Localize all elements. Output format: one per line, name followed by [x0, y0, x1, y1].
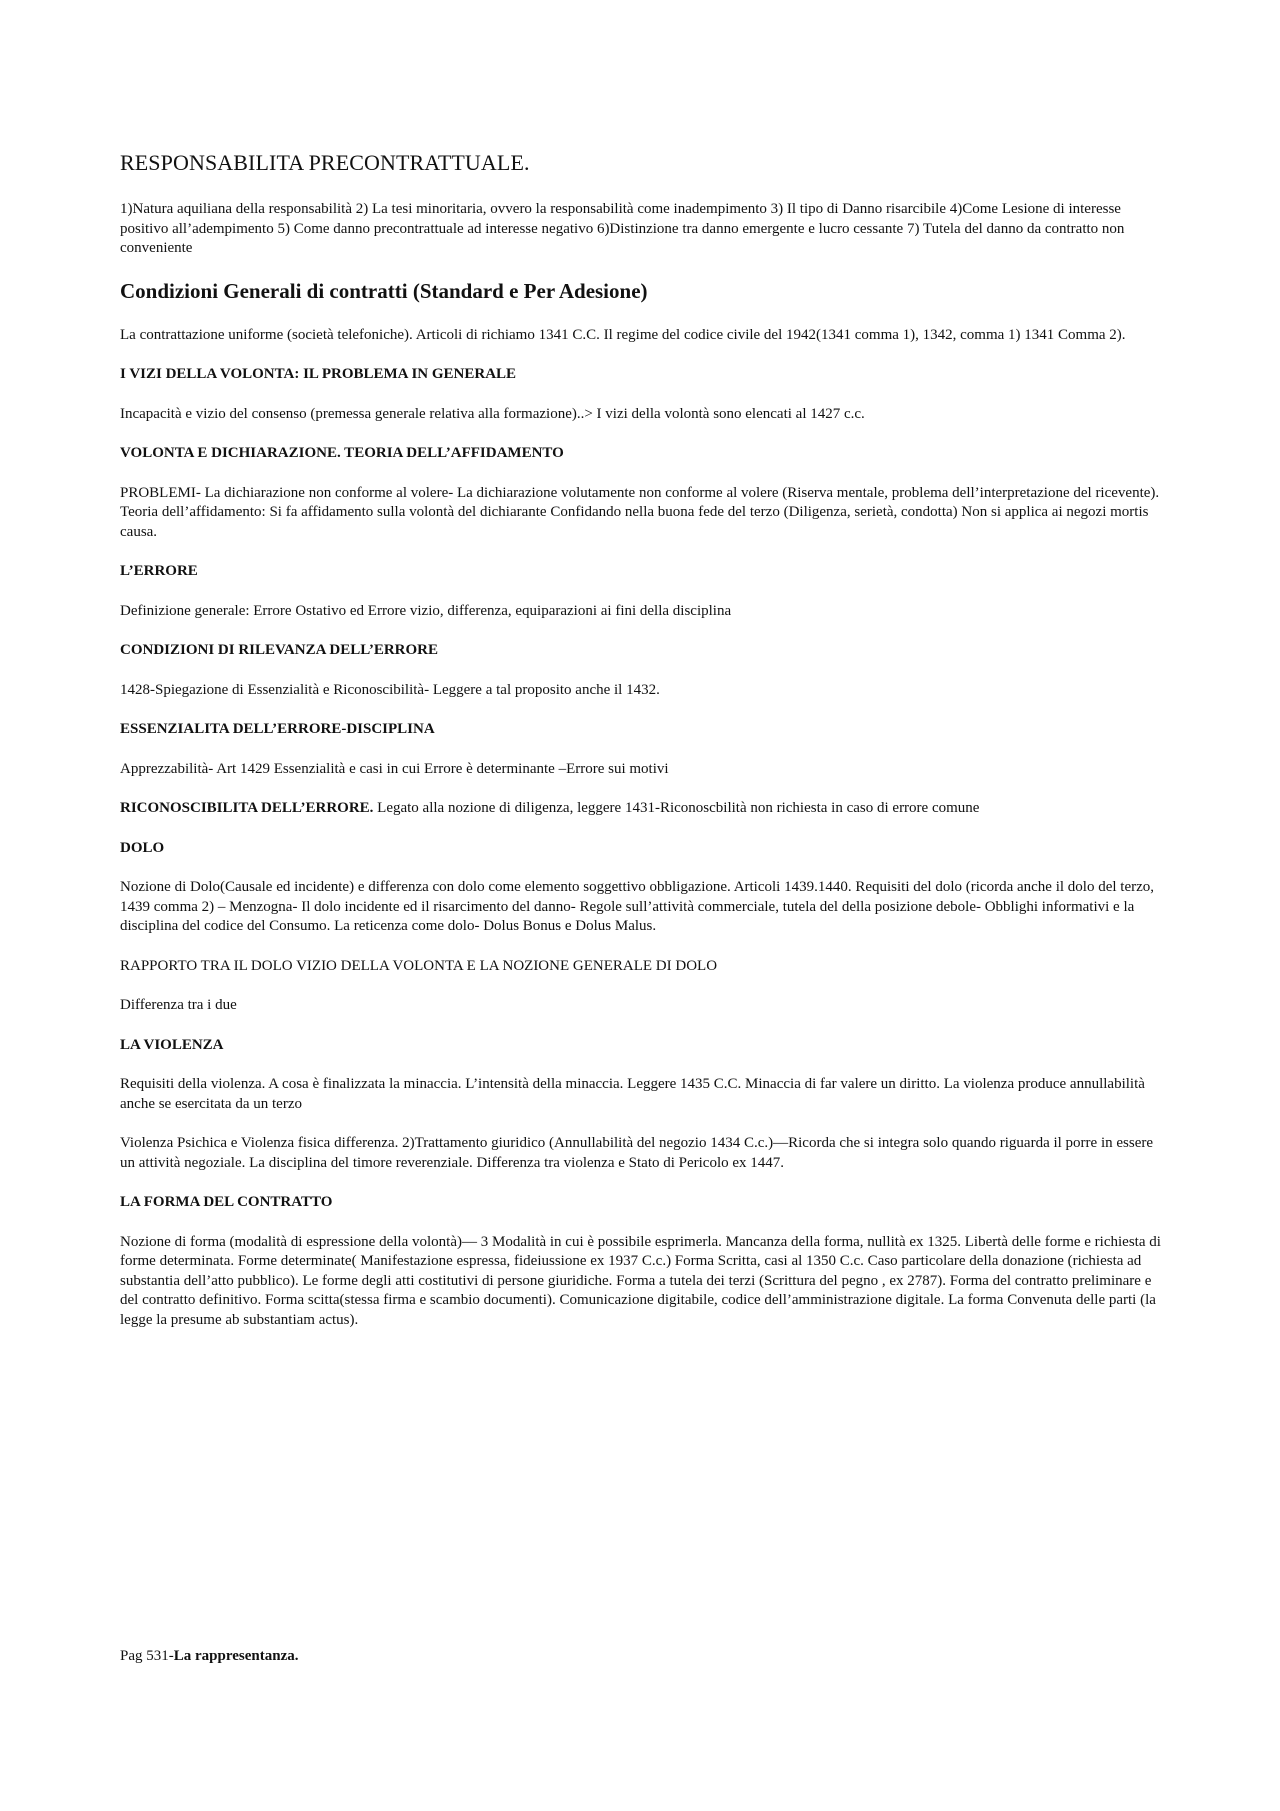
heading-essenzialita: ESSENZIALITA DELL’ERRORE-DISCIPLINA: [120, 721, 435, 737]
riconoscibilita-paragraph: [120, 799, 1165, 819]
heading-forma: LA FORMA DEL CONTRATTO: [120, 1194, 333, 1210]
heading-violenza: LA VIOLENZA: [120, 1036, 224, 1053]
condizioni-paragraph: 1428-Spiegazione di Essenzialità e Riconoscibilità- Leggere a tal proposito anche il 1432.: [120, 681, 660, 698]
document-page: [120, 150, 1165, 1350]
contrattazione-paragraph: La contrattazione uniforme (società telefoniche). Articoli di richiamo 1341 C.C. Il regime del codice civile del 1942(1341 comma 1), 1342, comma 1) 1341 Comma 2).: [120, 326, 1126, 343]
page-footer: [120, 1647, 298, 1667]
differenza-paragraph: Differenza tra i due: [120, 997, 237, 1013]
footer-page-topic: La rappresentanza.: [173, 1648, 299, 1664]
footer-page-ref: Pag 531-: [120, 1648, 174, 1664]
document-title: RESPONSABILITA PRECONTRATTUALE.: [120, 150, 530, 175]
forma-paragraph: Nozione di forma (modalità di espressione della volontà)— 3 Modalità in cui è possibile esprimerla. Mancanza della forma, nullità ex 1325. Libertà delle forme e richiesta di forme determinata. Forme determinate( Manifestazione espressa, fideiussione ex 1937 C.c.) Forma Scritta, casi al 1350 C.c. Caso particolare della donazione (richiesta ad substantia dell’atto pubblico). Le forme degli atti costitutivi di persone giuridiche. Forma a tutela dei terzi (Scrittura del pegno , ex 2787). Forma del contratto preliminare e del contratto definitivo. Forma scitta(stessa firma e scambio documenti). Comunicazione digitabile, codice dell’amministrazione digitale. La forma Convenuta delle parti (la legge la presume ab substantiam actus).: [120, 1233, 1161, 1328]
heading-volonta: VOLONTA E DICHIARAZIONE. TEORIA DELL’AFFIDAMENTO: [120, 445, 564, 461]
intro-paragraph: 1)Natura aquiliana della responsabilità 2) La tesi minoritaria, ovvero la responsabilità come inadempimento 3) Il tipo di Danno risarcibile 4)Come Lesione di interesse positivo all’adempimento 5) Come danno precontrattuale ad interesse negativo 6)Distinzione tra danno emergente e lucro cessante 7) Tutela del danno da contratto non conveniente: [120, 201, 1125, 256]
heading-dolo: DOLO: [120, 839, 165, 856]
riconoscibilita-text: Legato alla nozione di diligenza, leggere 1431-Riconoscbilità non richiesta in caso di errore comune: [373, 800, 980, 816]
heading-riconoscibilita: RICONOSCIBILITA DELL’ERRORE.: [120, 800, 374, 816]
heading-errore: L’ERRORE: [120, 563, 198, 579]
vizi-paragraph: Incapacità e vizio del consenso (premessa generale relativa alla formazione)..> I vizi della volontà sono elencati al 1427 c.c.: [120, 405, 865, 422]
dolo-paragraph: Nozione di Dolo(Causale ed incidente) e differenza con dolo come elemento soggettivo obbligazione. Articoli 1439.1440. Requisiti del dolo (ricorda anche il dolo del terzo, 1439 comma 2) – Menzogna- Il dolo incidente ed il risarcimento del danno- Regole sull’attività commerciale, tutela del della posizione debole- Obblighi informativi e la disciplina del codice del Consumo. La reticenza come dolo- Dolus Bonus e Dolus Malus.: [120, 879, 1155, 934]
section-title: Condizioni Generali di contratti (Standard e Per Adesione): [120, 278, 648, 303]
volonta-paragraph: PROBLEMI- La dichiarazione non conforme al volere- La dichiarazione volutamente non conforme al volere (Riserva mentale, problema dell’interpretazione del ricevente). Teoria dell’affidamento: Si fa affidamento sulla volontà del dichiarante Confidando nella buona fede del terzo (Diligenza, serietà, condotta) Non si applica ai negozi mortis causa.: [120, 484, 1160, 540]
rapporto-paragraph: RAPPORTO TRA IL DOLO VIZIO DELLA VOLONTA E LA NOZIONE GENERALE DI DOLO: [120, 957, 718, 974]
violenza-paragraph-1: Requisiti della violenza. A cosa è finalizzata la minaccia. L’intensità della minaccia. Leggere 1435 C.C. Minaccia di far valere un diritto. La violenza produce annullabilità anche se esercitata da un terzo: [120, 1076, 1145, 1112]
essenzialita-paragraph: Apprezzabilità- Art 1429 Essenzialità e casi in cui Errore è determinante –Errore sui motivi: [120, 760, 669, 777]
heading-condizioni: CONDIZIONI DI RILEVANZA DELL’ERRORE: [120, 642, 438, 658]
violenza-paragraph-2: Violenza Psichica e Violenza fisica differenza. 2)Trattamento giuridico (Annullabilità del negozio 1434 C.c.)—Ricorda che si integra solo quando riguarda il porre in essere un attività negoziale. La disciplina del timore reverenziale. Differenza tra violenza e Stato di Pericolo ex 1447.: [120, 1135, 1154, 1171]
errore-paragraph: Definizione generale: Errore Ostativo ed Errore vizio, differenza, equiparazioni ai fini della disciplina: [120, 602, 732, 619]
heading-vizi: I VIZI DELLA VOLONTA: IL PROBLEMA IN GENERALE: [120, 366, 517, 382]
